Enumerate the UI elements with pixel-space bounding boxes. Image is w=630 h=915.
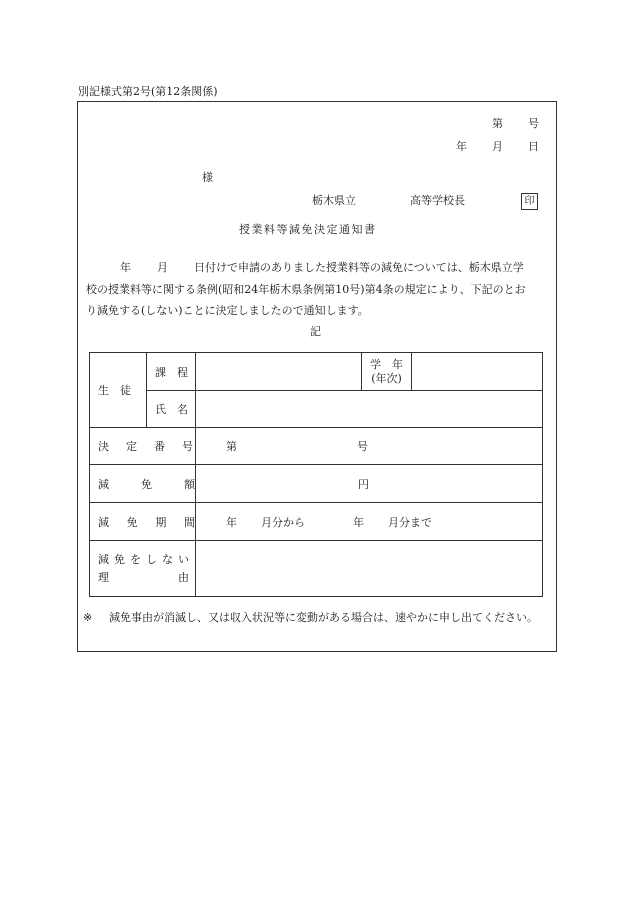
form-number-label: 別記様式第2号(第12条関係) [78,85,218,98]
decision-number-value [196,428,543,465]
note-mark: ※ [83,611,93,624]
period-value [196,503,543,541]
period-to: 月分まで [388,515,432,529]
seal-stamp-box: 印 [521,193,538,210]
decision-number-label: 決 定 番 号 [90,428,196,465]
footnote [83,610,553,626]
course-label: 課 程 [147,353,196,391]
period-from-year: 年 [226,515,237,529]
grade-label-line2: (年次) [371,371,402,385]
number-go: 号 [528,117,539,130]
date-year: 年 [456,140,467,153]
body-line3: り減免する(しない)ことに決定しましたので通知します。 [86,304,369,317]
period-from: 月分から [261,515,305,529]
issuer-principal: 高等学校長 [410,194,465,207]
grade-value [412,353,543,391]
amount-value [196,465,543,503]
body-line2: 校の授業料等に関する条例(昭和24年栃木県条例第10号)第4条の規定により、下記のとお [86,282,526,296]
addressee-sama: 様 [202,171,213,184]
amount-label: 減 免 額 [90,465,196,503]
date-month: 月 [492,140,503,153]
body-line1: 日付けで申請のありました授業料等の減免については、栃木県立学 [194,261,524,274]
details-table [89,352,543,597]
amount-yen: 円 [358,477,369,491]
decision-go: 号 [357,440,368,453]
body-month: 月 [157,261,168,274]
course-value [196,353,362,391]
period-to-year: 年 [353,515,364,529]
ki-heading: 記 [310,325,321,338]
reason-value [196,541,543,597]
document-title: 授業料等減免決定通知書 [239,223,377,236]
body-year: 年 [120,261,131,274]
name-label: 氏 名 [147,391,196,428]
name-value [196,391,543,428]
note-text: 減免事由が消滅し、又は収入状況等に変動がある場合は、速やかに申し出てください。 [109,611,538,624]
reason-label: 減 免 を し な い 理 由 [90,541,196,597]
decision-dai: 第 [226,440,237,453]
period-label: 減 免 期 間 [90,503,196,541]
number-dai: 第 [492,117,503,130]
date-day: 日 [528,140,539,153]
body-paragraph [86,257,550,322]
issuer-prefecture-school: 栃木県立 [312,194,356,207]
student-label: 生 徒 [90,353,147,428]
grade-label-line1: 学 年 [370,357,403,371]
grade-label [362,353,412,391]
